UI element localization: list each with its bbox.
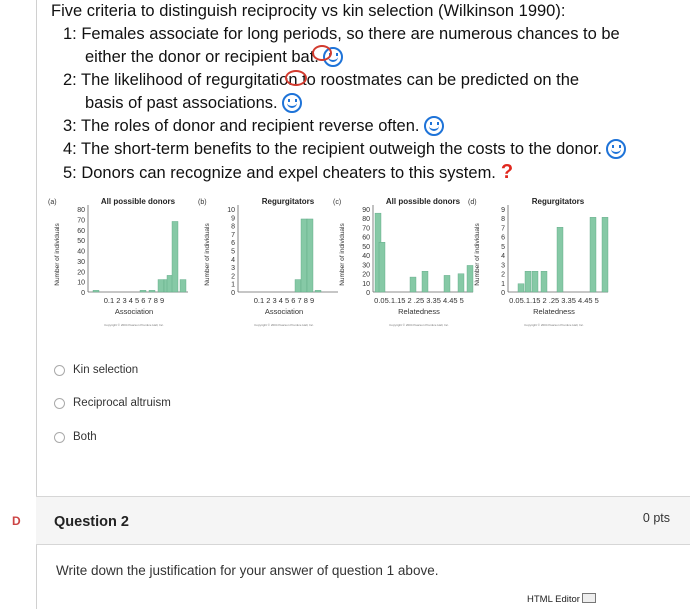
html-editor-link[interactable]: HTML Editor (527, 593, 596, 605)
y-tick-label: 80 (362, 216, 370, 224)
histogram-bar (172, 221, 178, 292)
y-tick-label: 0 (231, 290, 235, 297)
y-axis-label: Number of individuals (54, 223, 61, 286)
y-tick-label: 40 (77, 248, 85, 256)
histogram-bar (444, 275, 450, 292)
panel-title: Regurgitators (531, 197, 585, 206)
x-axis-label: Relatedness (533, 307, 575, 316)
y-tick-label: 90 (362, 207, 370, 214)
y-tick-label: 0 (501, 290, 505, 297)
y-tick-label: 60 (362, 234, 370, 242)
criterion-2-line1: 2: The likelihood of regurgitation to roostmates can be predicted on the (63, 71, 580, 89)
radio-button[interactable] (54, 398, 65, 409)
histogram-bar (158, 280, 164, 292)
histogram-bar (307, 219, 313, 292)
y-tick-label: 3 (231, 265, 235, 273)
histogram-bar (379, 242, 385, 292)
x-tick-labels: 0.1 2 3 4 5 6 7 8 9 (103, 296, 165, 305)
radio-button[interactable] (54, 365, 65, 376)
criterion-4: 4: The short-term benefits to the recipient outweigh the costs to the donor. (50, 138, 640, 161)
y-tick-label: 10 (362, 280, 370, 288)
y-tick-label: 0 (81, 290, 85, 297)
y-tick-label: 1 (501, 280, 505, 288)
criterion-3: 3: The roles of donor and recipient reverse often. (50, 115, 640, 138)
histogram-bar (458, 274, 464, 292)
y-tick-label: 10 (77, 279, 85, 287)
copyright-credit: Copyright © 2004 Pearson Prentice Hall, Inc. (254, 323, 314, 327)
histogram-bar (602, 217, 608, 292)
y-tick-label: 2 (231, 273, 235, 281)
histogram-bar (315, 290, 321, 292)
y-tick-label: 0 (366, 290, 370, 297)
copyright-credit: Copyright © 2004 Pearson Prentice Hall, Inc. (389, 323, 449, 327)
y-tick-label: 70 (77, 217, 85, 225)
histogram-bar (590, 217, 596, 292)
unanswered-status-icon: D (12, 514, 21, 528)
histogram-bar (541, 271, 547, 292)
copyright-credit: Copyright © 2004 Pearson Prentice Hall, Inc. (524, 323, 584, 327)
y-tick-label: 6 (501, 234, 505, 242)
criterion-5: 5: Donors can recognize and expel cheaters to this system. ? (63, 161, 514, 183)
question-mark-icon: ? (500, 161, 514, 183)
copyright-credit: Copyright © 2004 Pearson Prentice Hall, Inc. (104, 323, 164, 327)
x-tick-labels: 0.05.1.15 2 .25 3.35 4.45 5 (509, 296, 599, 305)
smiley-icon (424, 116, 444, 136)
histogram-bar (525, 271, 531, 292)
histogram-bar (180, 280, 186, 292)
panel-title: All possible donors (385, 197, 461, 206)
y-tick-label: 7 (231, 231, 235, 239)
x-axis-label: Relatedness (398, 307, 440, 316)
smiley-icon (282, 93, 302, 113)
criterion-1-line1: 1: Females associate for long periods, so there are numerous chances to be (63, 25, 620, 43)
x-axis-label: Association (114, 307, 154, 316)
y-tick-label: 10 (227, 207, 235, 214)
keyboard-icon (582, 593, 596, 603)
x-tick-labels: 0.1 2 3 4 5 6 7 8 9 (253, 296, 315, 305)
y-tick-label: 20 (77, 269, 85, 277)
y-tick-label: 7 (501, 225, 505, 233)
y-tick-label: 8 (501, 216, 505, 224)
histogram-bar (149, 290, 155, 292)
y-tick-label: 2 (501, 271, 505, 279)
x-tick-labels: 0.05.1.15 2 .25 3.35 4.45 5 (374, 296, 464, 305)
y-tick-label: 40 (362, 253, 370, 261)
histogram-bar (410, 277, 416, 292)
figure-panels (44, 192, 664, 334)
y-tick-label: 6 (231, 240, 235, 248)
option-kin-selection[interactable]: Kin selection (54, 364, 138, 376)
smiley-icon (606, 139, 626, 159)
y-tick-label: 4 (501, 253, 505, 261)
y-tick-label: 3 (501, 262, 505, 270)
y-tick-label: 9 (501, 207, 505, 214)
criterion-2-line2: basis of past associations. (50, 92, 640, 115)
criterion-1-line2: either the donor or recipient bat. (50, 46, 640, 69)
y-tick-label: 70 (362, 225, 370, 233)
y-tick-label: 5 (501, 243, 505, 251)
radio-button[interactable] (54, 432, 65, 443)
panel-letter: (a) (48, 199, 57, 206)
red-annotation-circle (285, 70, 307, 86)
criteria-slide (50, 0, 640, 185)
red-annotation-circle (312, 45, 332, 61)
criteria-heading: Five criteria to distinguish reciprocity vs kin selection (Wilkinson 1990): (51, 2, 566, 20)
histogram-bar (532, 271, 538, 292)
y-tick-label: 30 (77, 258, 85, 266)
y-tick-label: 60 (77, 227, 85, 235)
y-tick-label: 8 (231, 223, 235, 231)
histogram-bar (518, 284, 524, 292)
y-tick-label: 9 (231, 215, 235, 223)
panel-title: All possible donors (100, 197, 176, 206)
histogram-bar (140, 290, 146, 292)
question-2-prompt: Write down the justification for your answer of question 1 above. (56, 563, 439, 578)
y-tick-label: 20 (362, 271, 370, 279)
panel-title: Regurgitators (261, 197, 315, 206)
y-tick-label: 50 (362, 243, 370, 251)
y-tick-label: 4 (231, 256, 235, 264)
question-2-title: Question 2 (54, 514, 129, 530)
y-tick-label: 50 (77, 238, 85, 246)
histogram-bar (295, 280, 301, 292)
y-tick-label: 1 (231, 281, 235, 289)
histogram-bar (422, 271, 428, 292)
histogram-bar (93, 290, 99, 292)
question-2-header (36, 496, 690, 545)
x-axis-label: Association (264, 307, 304, 316)
panel-letter: (d) (468, 199, 477, 206)
question-2-points: 0 pts (642, 511, 670, 525)
y-tick-label: 5 (231, 248, 235, 256)
y-axis-label: Number of individuals (474, 223, 481, 286)
y-axis-label: Number of individuals (204, 223, 211, 286)
panel-letter: (b) (198, 199, 207, 206)
y-axis-label: Number of individuals (339, 223, 346, 286)
option-both[interactable]: Both (54, 431, 97, 443)
panel-letter: (c) (333, 199, 342, 206)
histogram-bar (301, 219, 307, 292)
bar-chart-figure (44, 192, 664, 334)
option-reciprocal-altruism[interactable]: Reciprocal altruism (54, 397, 171, 409)
histogram-bar (467, 265, 473, 292)
y-tick-label: 30 (362, 262, 370, 270)
histogram-bar (557, 227, 563, 292)
y-tick-label: 80 (77, 207, 85, 214)
